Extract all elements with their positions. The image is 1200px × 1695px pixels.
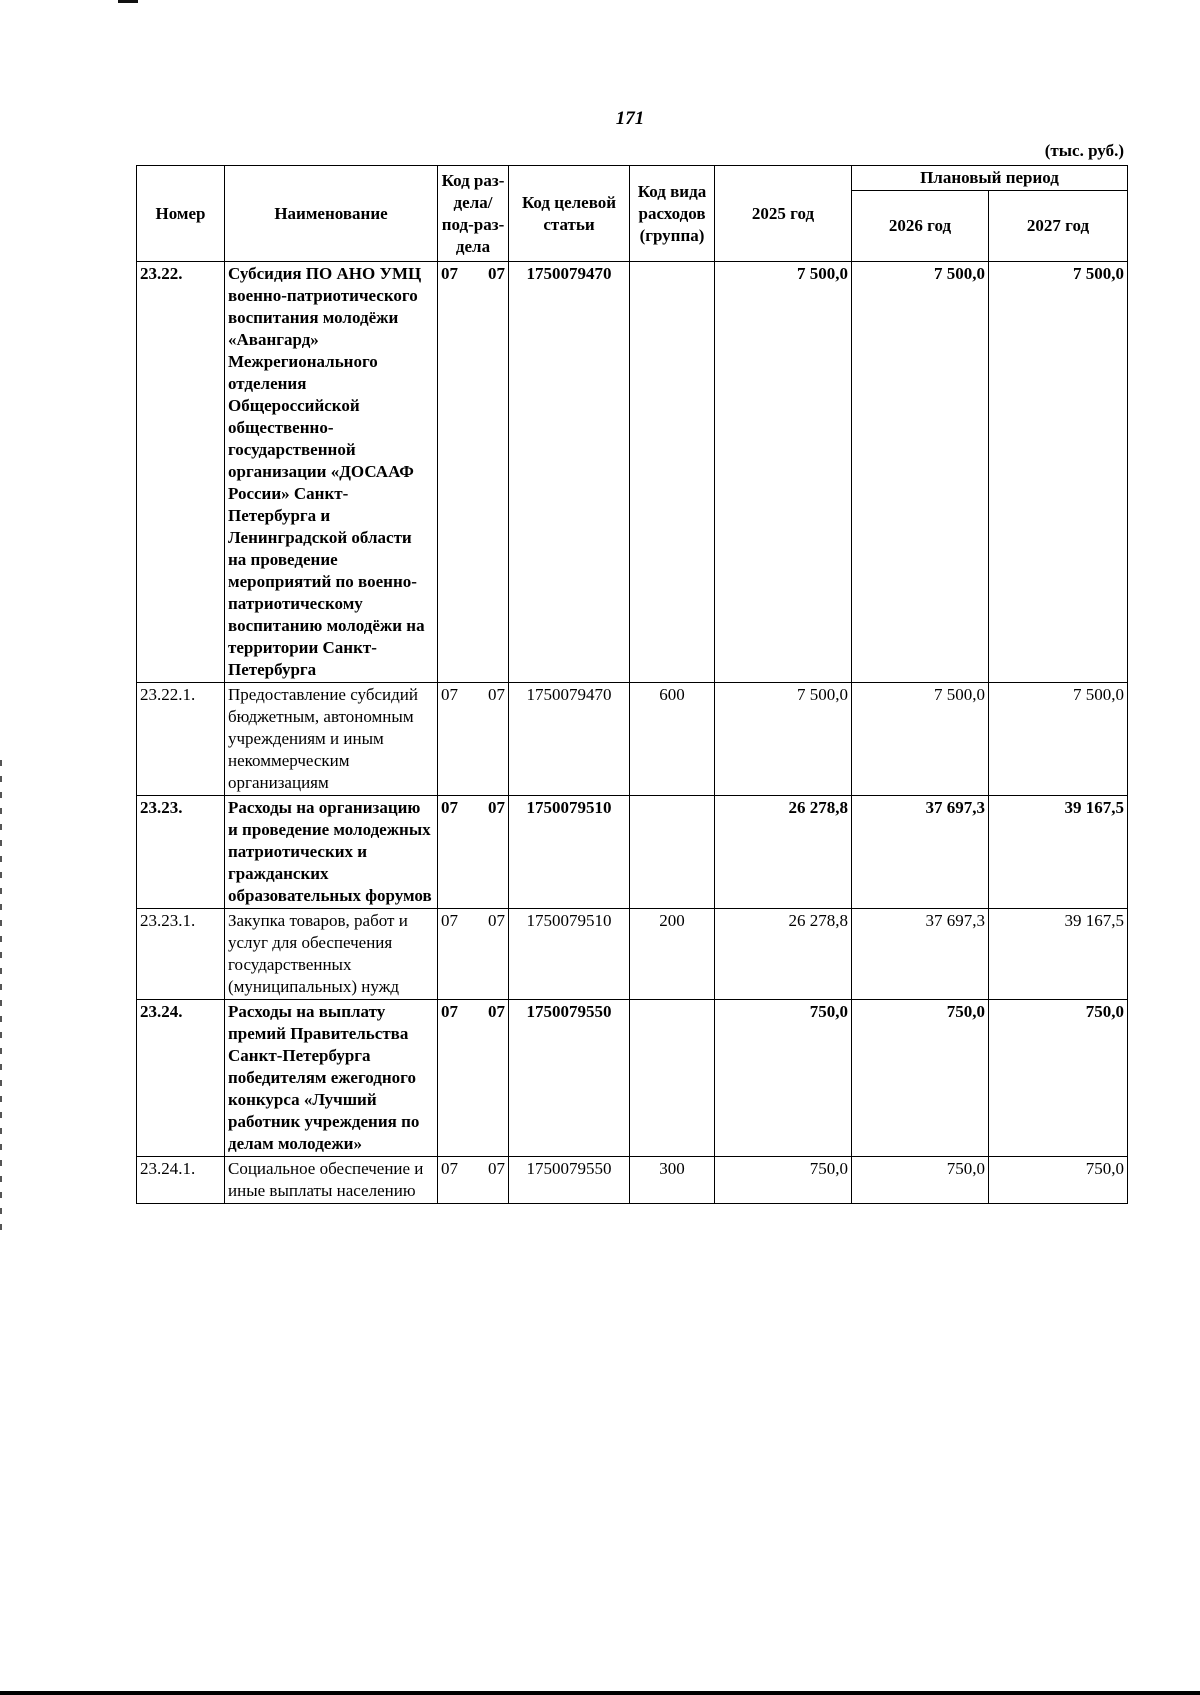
subsection-code: 07 <box>488 798 505 817</box>
header-section-code: Код раз-дела/ под-раз-дела <box>438 166 509 262</box>
table-row <box>137 683 1128 796</box>
table-row <box>137 1157 1128 1204</box>
row-amount-2027: 39 167,5 <box>989 796 1128 909</box>
row-expense-type: 300 <box>630 1157 715 1204</box>
row-section-code <box>438 1000 509 1157</box>
row-target-code: 1750079550 <box>509 1157 630 1204</box>
subsection-code: 07 <box>488 685 505 704</box>
row-expense-type <box>630 796 715 909</box>
row-amount-2027: 750,0 <box>989 1157 1128 1204</box>
section-code: 07 <box>441 798 458 817</box>
row-target-code: 1750079550 <box>509 1000 630 1157</box>
section-code: 07 <box>441 1159 458 1178</box>
row-name: Предоставление субсидий бюджетным, автономным учреждениям и иным некоммерческим организациям <box>225 683 438 796</box>
row-expense-type <box>630 1000 715 1157</box>
units-label: (тыс. руб.) <box>1044 141 1124 160</box>
section-code: 07 <box>441 911 458 930</box>
scan-artifact-top <box>118 0 138 3</box>
row-number: 23.22. <box>137 262 225 683</box>
table-row <box>137 796 1128 909</box>
header-year-2025: 2025 год <box>715 166 852 262</box>
row-amount-2027: 7 500,0 <box>989 262 1128 683</box>
header-name: Наименование <box>225 166 438 262</box>
row-name: Расходы на выплату премий Правительства Санкт-Петербурга победителям ежегодного конкурса «Лучший работник учреждения по делам молодежи» <box>225 1000 438 1157</box>
scan-artifact-bottom <box>0 1691 1200 1695</box>
row-target-code: 1750079470 <box>509 683 630 796</box>
subsection-code: 07 <box>488 911 505 930</box>
row-section-code <box>438 909 509 1000</box>
row-amount-2026: 7 500,0 <box>852 262 989 683</box>
row-section-code <box>438 262 509 683</box>
row-amount-2026: 750,0 <box>852 1000 989 1157</box>
section-code: 07 <box>441 685 458 704</box>
row-amount-2025: 26 278,8 <box>715 909 852 1000</box>
row-name: Субсидия ПО АНО УМЦ военно-патриотического воспитания молодёжи «Авангард» Межрегионального отделения Общероссийской общественно-государственной организации «ДОСААФ России» Санкт-Петербурга и Ленинградской области на проведение мероприятий по военно-патриотическому воспитанию молодёжи на территории Санкт-Петербурга <box>225 262 438 683</box>
row-target-code: 1750079510 <box>509 909 630 1000</box>
row-amount-2027: 750,0 <box>989 1000 1128 1157</box>
scan-artifact-edge <box>0 760 2 1240</box>
header-expense-type-code: Код вида расходов (группа) <box>630 166 715 262</box>
row-amount-2027: 7 500,0 <box>989 683 1128 796</box>
row-name: Расходы на организацию и проведение молодежных патриотических и гражданских образовательных форумов <box>225 796 438 909</box>
row-number: 23.23.1. <box>137 909 225 1000</box>
row-expense-type: 600 <box>630 683 715 796</box>
row-amount-2025: 750,0 <box>715 1157 852 1204</box>
row-section-code <box>438 796 509 909</box>
row-expense-type <box>630 262 715 683</box>
header-year-2027: 2027 год <box>989 191 1128 262</box>
page-number: 171 <box>615 108 645 129</box>
row-section-code <box>438 683 509 796</box>
subsection-code: 07 <box>488 1002 505 1021</box>
row-number: 23.24.1. <box>137 1157 225 1204</box>
row-name: Закупка товаров, работ и услуг для обеспечения государственных (муниципальных) нужд <box>225 909 438 1000</box>
row-amount-2026: 7 500,0 <box>852 683 989 796</box>
subsection-code: 07 <box>488 1159 505 1178</box>
row-amount-2027: 39 167,5 <box>989 909 1128 1000</box>
section-code: 07 <box>441 264 458 283</box>
header-year-2026: 2026 год <box>852 191 989 262</box>
row-expense-type: 200 <box>630 909 715 1000</box>
header-target-code: Код целевой статьи <box>509 166 630 262</box>
row-amount-2025: 7 500,0 <box>715 262 852 683</box>
row-section-code <box>438 1157 509 1204</box>
row-number: 23.24. <box>137 1000 225 1157</box>
row-amount-2025: 750,0 <box>715 1000 852 1157</box>
row-target-code: 1750079470 <box>509 262 630 683</box>
row-amount-2026: 37 697,3 <box>852 796 989 909</box>
row-amount-2025: 7 500,0 <box>715 683 852 796</box>
subsection-code: 07 <box>488 264 505 283</box>
table-row <box>137 1000 1128 1157</box>
header-number: Номер <box>137 166 225 262</box>
section-code: 07 <box>441 1002 458 1021</box>
table-row <box>137 909 1128 1000</box>
row-name: Социальное обеспечение и иные выплаты населению <box>225 1157 438 1204</box>
row-amount-2026: 750,0 <box>852 1157 989 1204</box>
row-number: 23.23. <box>137 796 225 909</box>
row-amount-2025: 26 278,8 <box>715 796 852 909</box>
budget-table <box>136 165 1128 1204</box>
header-planned-period: Плановый период <box>852 166 1128 191</box>
row-target-code: 1750079510 <box>509 796 630 909</box>
row-amount-2026: 37 697,3 <box>852 909 989 1000</box>
row-number: 23.22.1. <box>137 683 225 796</box>
table-row <box>137 262 1128 683</box>
